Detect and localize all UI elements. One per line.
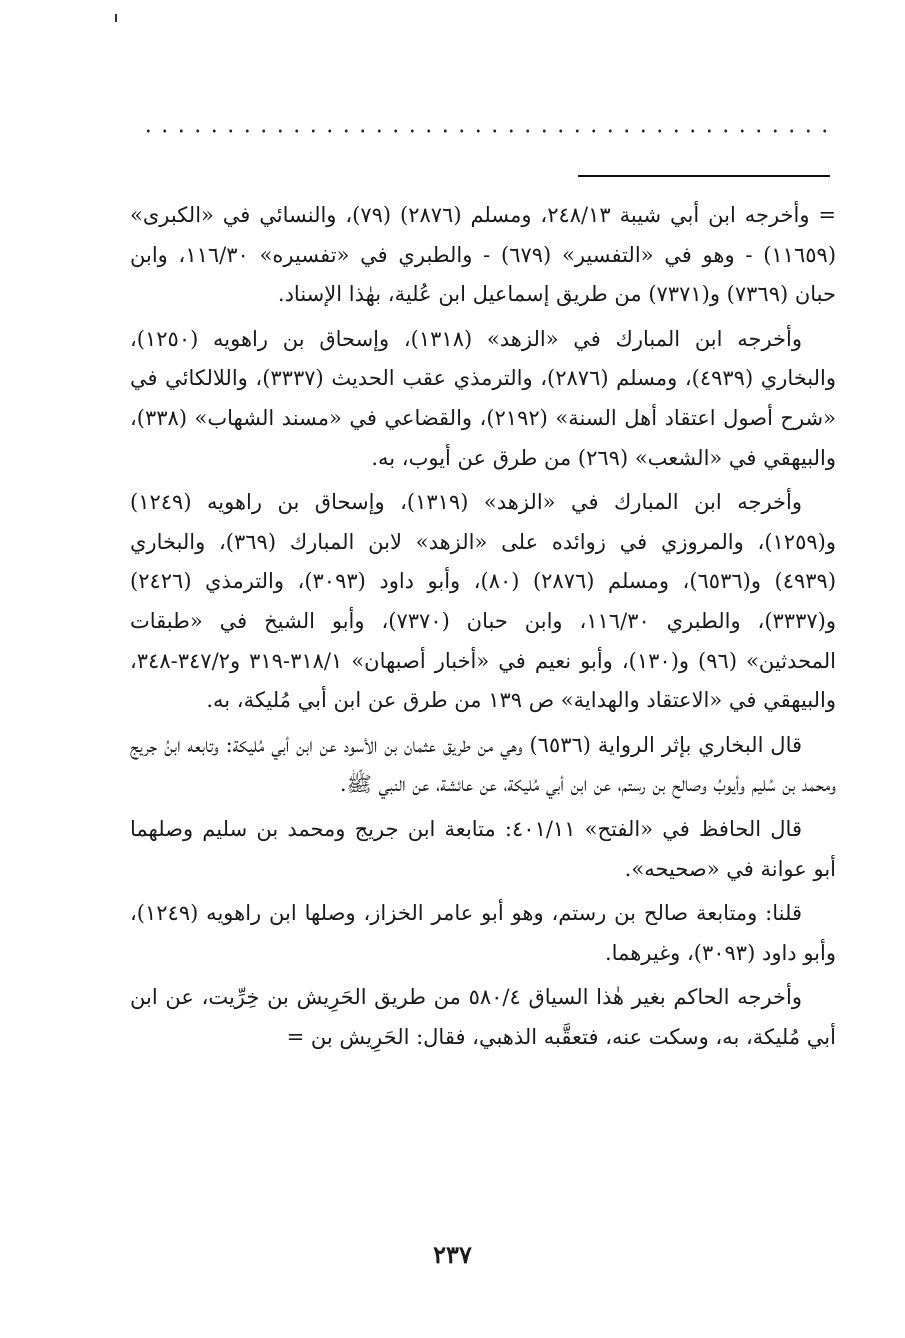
footnote-paragraph-2: وأخرجه ابن المبارك في «الزهد» (١٣١٨)، وإسحاق بن راهويه (١٢٥٠)، والبخاري (٤٩٣٩)، ومسلم (٢٨٧٦)، والترمذي عقب الحديث (٣٣٣٧)، واللالكائي في «شرح أصول اعتقاد أهل السنة» (٢١٩٢)، والقضاعي في «مسند الشهاب» (٣٣٨)، والبيهقي في «الشعب» (٢٦٩) من طرق عن أيوب، به. <box>130 326 836 470</box>
footnote-paragraph-4: قال البخاري بإثر الرواية (٦٥٣٦) وهي من طريق عثمان بن الأسود عن ابن أبي مُليكة: وتابعه ابنُ جريج ومحمد بن سُليم وأيوبُ وصالح بن رستم، عن ابن أبي مُليكة، عن عائشة، عن النبي ﷺ. <box>130 732 836 797</box>
footnote-paragraph-1: = وأخرجه ابن أبي شيبة ٢٤٨/١٣، ومسلم (٢٨٧٦) (٧٩)، والنسائي في «الكبرى» (١١٦٥٩) - وهو في «التفسير» (٦٧٩) - والطبري في «تفسيره» ١١٦/٣٠، وابن حبان (٧٣٦٩) و(٧٣٧١) من طريق إسماعيل ابن عُلية، بهٰذا الإسناد. <box>130 203 837 307</box>
dotted-separator <box>140 128 832 134</box>
footnote-text <box>130 196 836 1062</box>
footnote-paragraph-6: قلنا: ومتابعة صالح بن رستم، وهو أبو عامر الخزاز، وصلها ابن راهويه (١٢٤٩)، وأبو داود (٣٠٩٣)، وغيرهما. <box>130 901 836 965</box>
page-number: ٢٣٧ <box>433 1240 472 1269</box>
footnote-rule <box>578 175 830 177</box>
footnote-paragraph-7: وأخرجه الحاكم بغير هٰذا السياق ٥٨٠/٤ من طريق الحَرِيش بن خِرِّيت، عن ابن أبي مُليكة، به، وسكت عنه، فتعقَّبه الذهبي، فقال: الحَرِيش بن = <box>130 985 836 1049</box>
footnote-paragraph-5: قال الحافظ في «الفتح» ٤٠١/١١: متابعة ابن جريج ومحمد بن سليم وصلهما أبو عوانة في «صحيحه». <box>130 816 836 881</box>
scan-mark <box>115 14 117 22</box>
footnote-paragraph-3: وأخرجه ابن المبارك في «الزهد» (١٣١٩)، وإسحاق بن راهويه (١٢٤٩) و(١٢٥٩)، والمروزي في زوائده على «الزهد» لابن المبارك (٣٦٩)، والبخاري (٤٩٣٩) و(٦٥٣٦)، ومسلم (٢٨٧٦) (٨٠)، وأبو داود (٣٠٩٣)، والترمذي (٢٤٢٦) و(٣٣٣٧)، والطبري ١١٦/٣٠، وابن حبان (٧٣٧٠)، وأبو الشيخ في «طبقات المحدثين» (٩٦) و(١٣٠)، وأبو نعيم في «أخبار أصبهان» ٣١٨/١-٣١٩ و٣٤٧/٢-٣٤٨، والبيهقي في «الاعتقاد والهداية» ص ١٣٩ من طرق عن ابن أبي مُليكة، به. <box>130 490 837 713</box>
